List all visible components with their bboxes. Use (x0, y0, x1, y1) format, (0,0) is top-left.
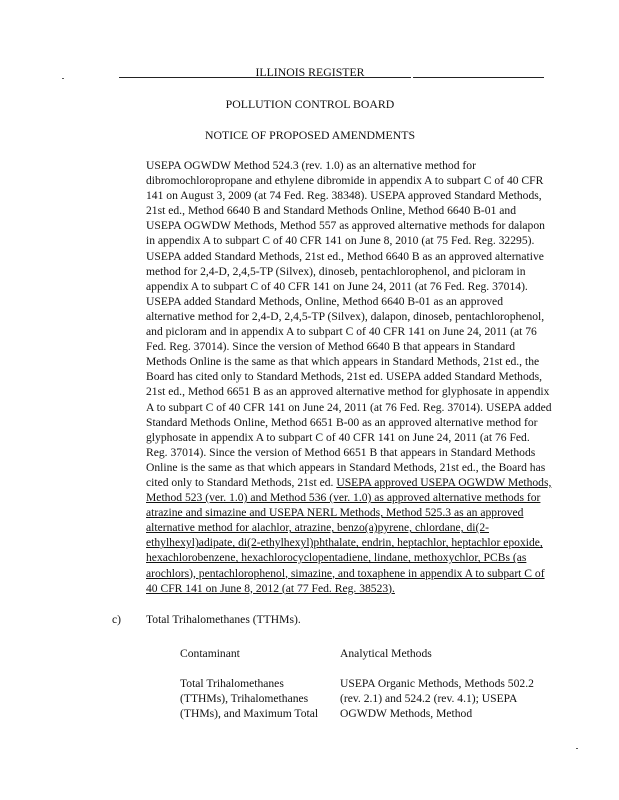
section-label: c) (112, 613, 122, 626)
header-rule-right (413, 77, 544, 78)
margin-mark (576, 748, 578, 749)
section-title: Total Trihalomethanes (TTHMs). (146, 613, 301, 626)
body-text-plain: USEPA OGWDW Method 524.3 (rev. 1.0) as an alternative method for dibromochloropropane and ethylene dibromide in appendix A to subpart C of 40 CFR 141 on August 3, 2009 (at 74 Fed. Reg. 38348). USEPA approved Standard Methods, 21st ed., Method 6640 B and Standard Methods Online, Method 6640 B-01 and USEPA OGWDW Methods, Method 557 as approved alternative methods for dalapon in appendix A to subpart C of 40 CFR 141 on June 8, 2010 (at 75 Fed. Reg. 32295). USEPA added Standard Methods, 21st ed., Method 6640 B as an approved alternative method for 2,4-D, 2,4,5-TP (Silvex), dinoseb, pentachlorophenol, and picloram in appendix A to subpart C of 40 CFR 141 on June 24, 2011 (at 76 Fed. Reg. 37014). USEPA added Standard Methods, Online, Method 6640 B-01 as an approved alternative method for 2,4-D, 2,4,5-TP (Silvex), dalapon, dinoseb, pentachlorophenol, and picloram and in appendix A to subpart C of 40 CFR 141 on June 24, 2011 (at 76 Fed. Reg. 37014). Since the version of Method 6640 B that appears in Standard Methods Online is the same as that which appears in Standard Methods, 21st ed., the Board has cited only to Standard Methods, 21st ed. USEPA added Standard Methods, 21st ed., Method 6651 B as an approved alternative method for glyphosate in appendix A to subpart C of 40 CFR 141 on June 24, 2011 (at 76 Fed. Reg. 37014). USEPA added Standard Methods Online, Method 6651 B-00 as an approved alternative method for glyphosate in appendix A to subpart C of 40 CFR 141 on June 24, 2011 (at 76 Fed. Reg. 37014). Since the version of Method 6651 B that appears in Standard Methods Online is the same as that which appears in Standard Methods, 21st ed., the Board has cited only to Standard Methods, 21st ed. (146, 159, 552, 489)
notice-title: NOTICE OF PROPOSED AMENDMENTS (204, 128, 416, 142)
table-cell-methods: USEPA Organic Methods, Methods 502.2 (rev. 2.1) and 524.2 (rev. 4.1); USEPA OGWDW Methods, Method (340, 677, 534, 720)
body-paragraph (146, 158, 552, 596)
table-cell-contaminant: Total Trihalomethanes (TTHMs), Trihalomethanes (THMs), and Maximum Total (180, 677, 319, 720)
margin-mark (62, 78, 64, 79)
body-text-underlined-insertion: USEPA approved USEPA OGWDW Methods, Method 523 (ver. 1.0) and Method 536 (ver. 1.0) as approved alternative methods for atrazine and simazine and USEPA NERL Methods, Method 525.3 as an approved alternative method for alachlor, atrazine, benzo(a)pyrene, chlordane, di(2-ethylhexyl)adipate, di(2-ethylhexyl)phthalate, endrin, heptachlor, heptachlor epoxide, hexachlorobenzene, hexachlorocyclopentadiene, lindane, methoxychlor, PCBs (as arochlors), pentachlorophenol, simazine, and toxaphene in appendix A to subpart C of 40 CFR 141 on June 8, 2012 (at 77 Fed. Reg. 38523). (146, 475, 552, 595)
table-header-methods: Analytical Methods (340, 647, 432, 660)
table-header-contaminant: Contaminant (180, 647, 240, 660)
board-title: POLLUTION CONTROL BOARD (225, 97, 395, 111)
register-title: ILLINOIS REGISTER (255, 65, 365, 79)
